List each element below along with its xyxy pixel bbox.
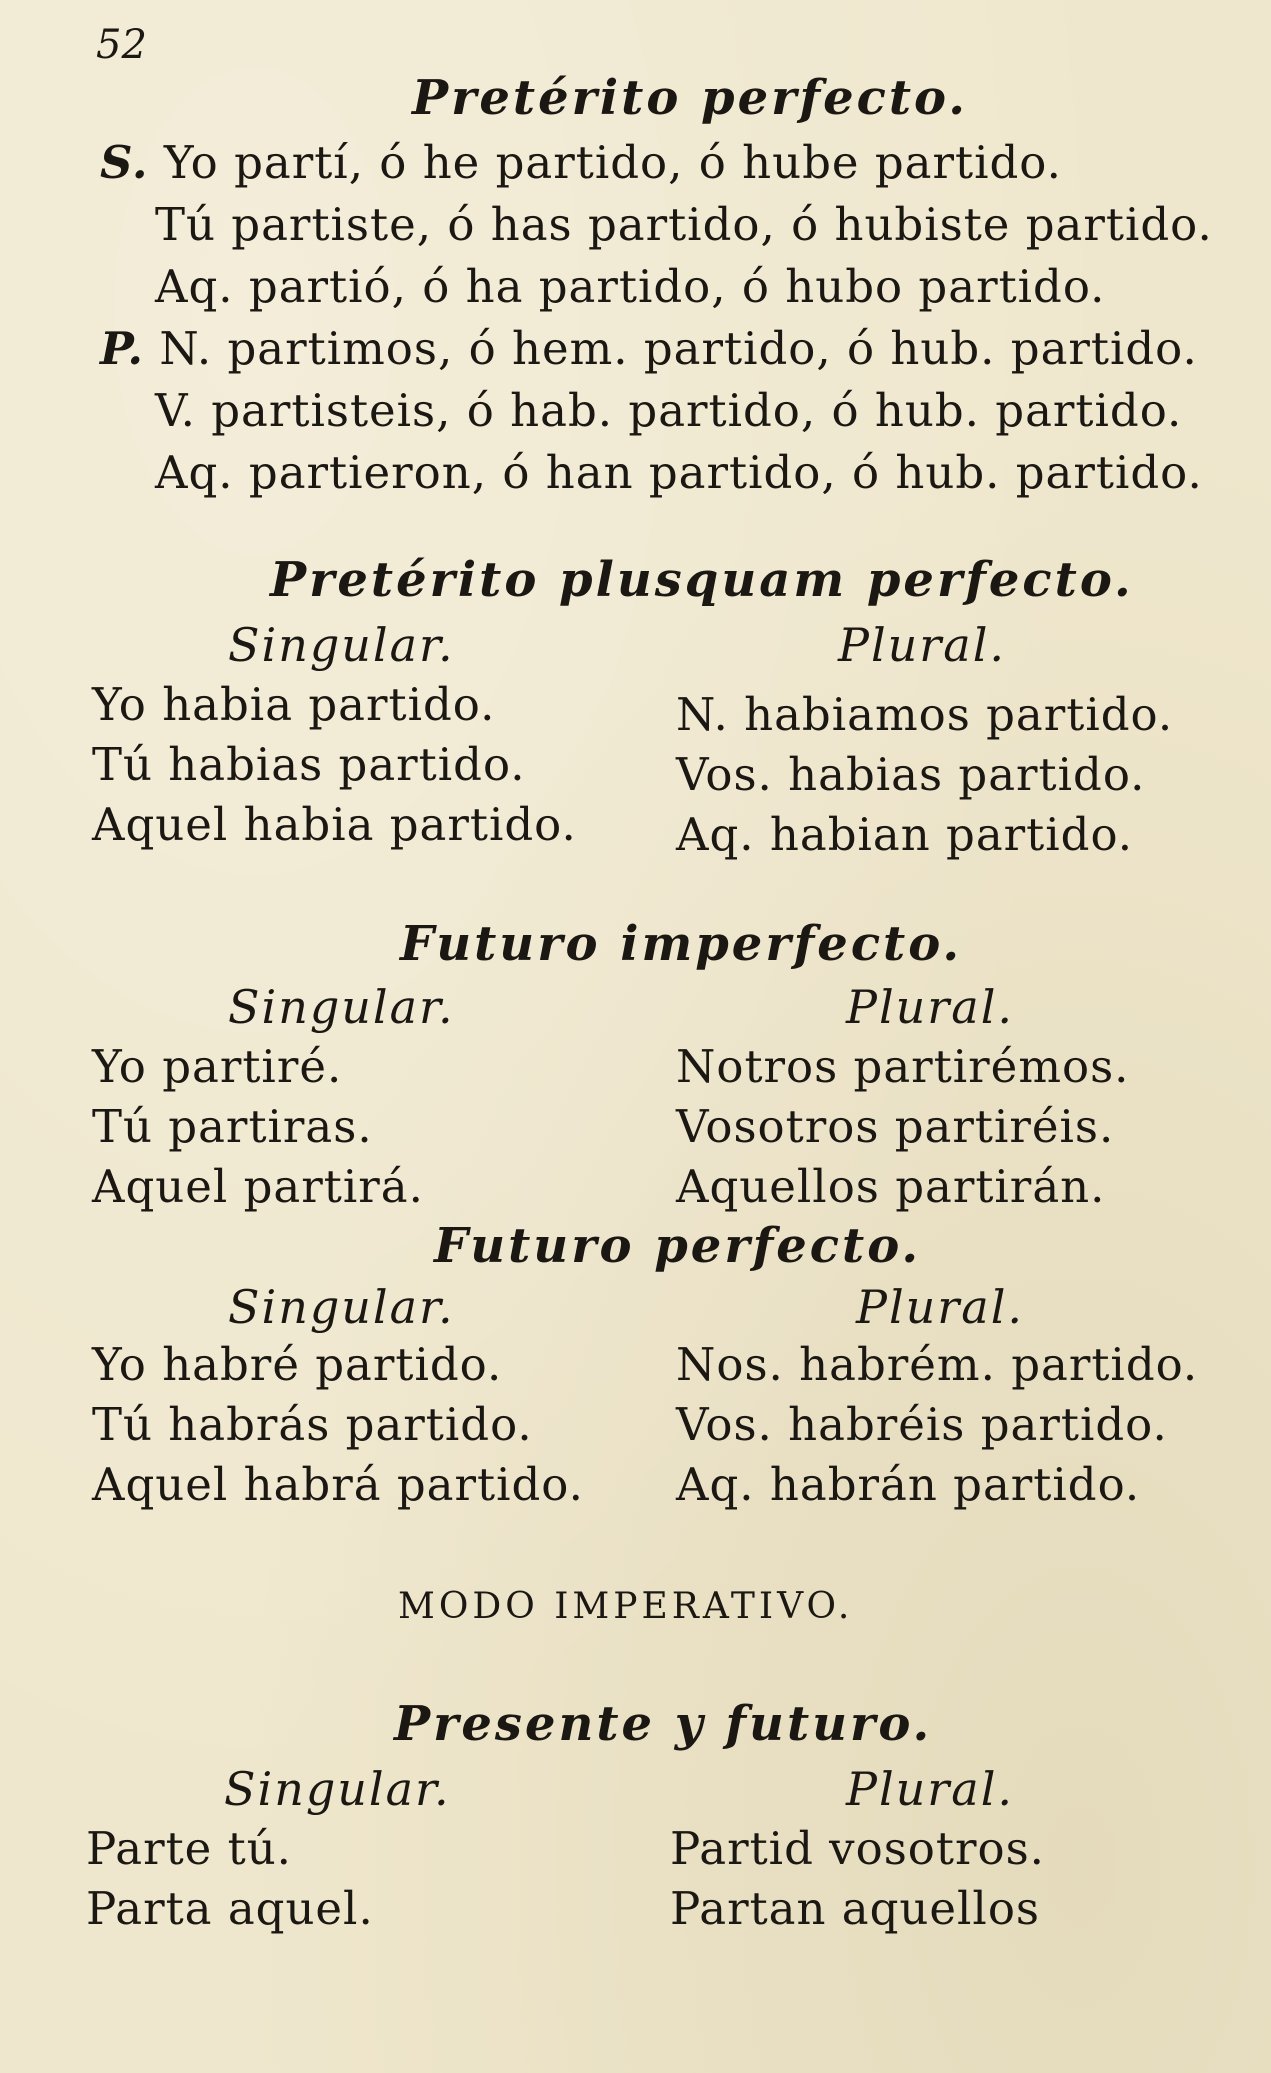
singular-label: Singular. bbox=[228, 980, 455, 1034]
singular-line: Yo partiré. bbox=[92, 1040, 343, 1093]
singular-label: Singular. bbox=[224, 1762, 451, 1816]
text-line bbox=[155, 384, 1182, 437]
section-title-presente-futuro: Presente y futuro. bbox=[394, 1696, 933, 1752]
plural-line: Vos. habias partido. bbox=[676, 748, 1146, 801]
section-title-modo-imperativo: MODO IMPERATIVO. bbox=[398, 1586, 854, 1627]
line-text: Aq. partió, ó ha partido, ó hubo partido. bbox=[155, 260, 1106, 313]
singular-line: Parte tú. bbox=[86, 1822, 292, 1875]
singular-label: Singular. bbox=[228, 1280, 455, 1334]
text-line bbox=[155, 198, 1213, 251]
plural-line: Aq. habrán partido. bbox=[676, 1458, 1141, 1511]
singular-label: Singular. bbox=[228, 618, 455, 672]
plural-label: Plural. bbox=[856, 1280, 1025, 1334]
singular-line: Parta aquel. bbox=[86, 1882, 374, 1935]
page-number: 52 bbox=[96, 22, 147, 68]
plural-line: Nos. habrém. partido. bbox=[676, 1338, 1199, 1391]
singular-line: Tú habias partido. bbox=[92, 738, 526, 791]
singular-line: Aquel habia partido. bbox=[92, 798, 577, 851]
plural-label: Plural. bbox=[846, 1762, 1015, 1816]
text-line bbox=[155, 260, 1105, 313]
line-text: Aq. partieron, ó han partido, ó hub. partido. bbox=[155, 446, 1203, 499]
singular-line: Tú habrás partido. bbox=[92, 1398, 533, 1451]
plural-line: N. habiamos partido. bbox=[676, 688, 1174, 741]
singular-line: Yo habré partido. bbox=[92, 1338, 503, 1391]
line-text: Tú partiste, ó has partido, ó hubiste partido. bbox=[155, 198, 1213, 251]
section-title-futuro-perfecto: Futuro perfecto. bbox=[434, 1218, 922, 1274]
section-title-plusquam: Pretérito plusquam perfecto. bbox=[270, 552, 1134, 608]
plural-line: Partan aquellos bbox=[670, 1882, 1041, 1935]
plural-line: Vosotros partiréis. bbox=[676, 1100, 1115, 1153]
plural-line: Aquellos partirán. bbox=[676, 1160, 1106, 1213]
text-line bbox=[155, 446, 1203, 499]
singular-line: Tú partiras. bbox=[92, 1100, 373, 1153]
plural-line: Aq. habian partido. bbox=[676, 808, 1134, 861]
plural-line: Vos. habréis partido. bbox=[676, 1398, 1168, 1451]
singular-line: Aquel partirá. bbox=[92, 1160, 424, 1213]
singular-line: Yo habia partido. bbox=[92, 678, 496, 731]
plural-label: Plural. bbox=[846, 980, 1015, 1034]
text-line bbox=[100, 322, 1198, 375]
plural-line: Partid vosotros. bbox=[670, 1822, 1045, 1875]
line-text: N. partimos, ó hem. partido, ó hub. partido. bbox=[159, 322, 1198, 375]
plural-label: Plural. bbox=[838, 618, 1007, 672]
text-line bbox=[100, 136, 1062, 189]
line-text: V. partisteis, ó hab. partido, ó hub. partido. bbox=[155, 384, 1183, 437]
line-lead: S. bbox=[100, 136, 149, 189]
singular-line: Aquel habrá partido. bbox=[92, 1458, 584, 1511]
line-text: Yo partí, ó he partido, ó hube partido. bbox=[163, 136, 1062, 189]
plural-line: Notros partirémos. bbox=[676, 1040, 1130, 1093]
line-lead: P. bbox=[100, 322, 145, 375]
section-title-futuro-imperfecto: Futuro imperfecto. bbox=[400, 916, 963, 972]
section-title-preterito-perfecto: Pretérito perfecto. bbox=[412, 70, 968, 126]
